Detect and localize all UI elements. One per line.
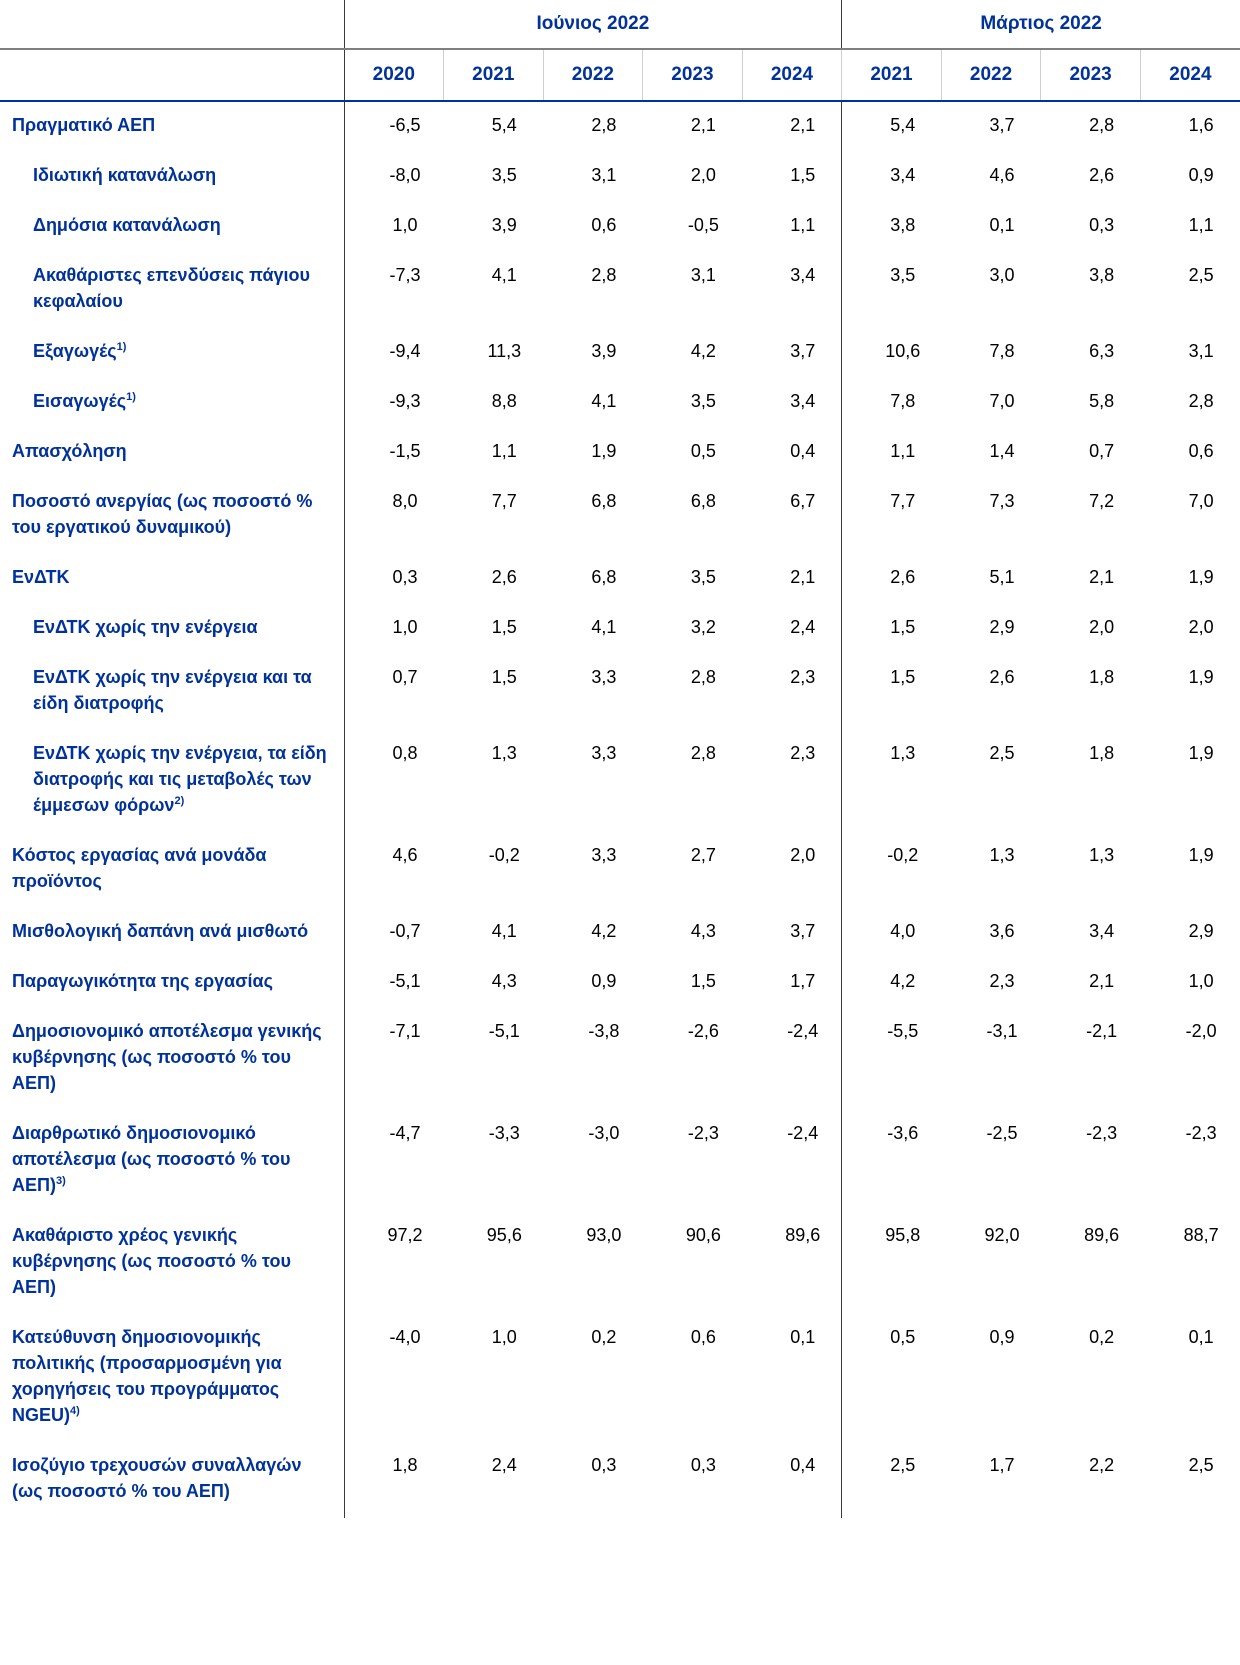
- value-cell-march: 1,9: [1188, 667, 1214, 687]
- value-cell-march: 1,1: [1188, 215, 1214, 235]
- value-cell-june: 0,3: [344, 554, 444, 604]
- value-cell-march: 95,8: [842, 1212, 942, 1314]
- value-cell-june: 0,3: [591, 1455, 617, 1475]
- value-cell-june: -8,0: [344, 152, 444, 202]
- value-cell-march: 2,0: [1188, 617, 1214, 637]
- value-cell-june: 1,0: [344, 202, 444, 252]
- value-cell-june: 95,6: [486, 1225, 522, 1245]
- value-cell-june: 2,8: [591, 265, 617, 285]
- value-cell-june: 1,7: [790, 971, 816, 991]
- year-header: 2024: [1140, 49, 1240, 101]
- year-header: 2022: [543, 49, 643, 101]
- value-cell-march: -2,3: [1086, 1123, 1118, 1143]
- value-cell-march: -0,2: [842, 832, 942, 908]
- row-label-cell: [0, 428, 344, 478]
- value-cell-march: 0,9: [1188, 165, 1214, 185]
- value-cell-june: 97,2: [344, 1212, 444, 1314]
- value-cell-june: 1,3: [491, 743, 517, 763]
- value-cell-june: -5,1: [344, 958, 444, 1008]
- value-cell-march: 6,3: [1089, 341, 1115, 361]
- value-cell-june: 2,8: [591, 115, 617, 135]
- value-cell-march: 0,1: [1188, 1327, 1214, 1347]
- value-cell-june: -7,3: [344, 252, 444, 328]
- row-label-cell: [0, 1314, 344, 1442]
- row-label-cell: [0, 1442, 344, 1518]
- row-label: Ακαθάριστες επενδύσεις πάγιου κεφαλαίου: [33, 265, 311, 311]
- row-label: Διαρθρωτικό δημοσιονομικό αποτέλεσμα (ως ποσοστό % του ΑΕΠ): [12, 1123, 291, 1195]
- table-row: [0, 1212, 1240, 1314]
- table-row: [0, 958, 1240, 1008]
- year-header: 2021: [842, 49, 942, 101]
- value-cell-june: 2,1: [790, 115, 816, 135]
- table-row: [0, 152, 1240, 202]
- value-cell-march: -3,6: [842, 1110, 942, 1212]
- value-cell-march: 2,6: [842, 554, 942, 604]
- value-cell-march: 3,4: [1089, 921, 1115, 941]
- value-cell-march: 5,8: [1089, 391, 1115, 411]
- row-label-cell: [0, 1110, 344, 1212]
- row-label: ΕνΔΤΚ χωρίς την ενέργεια, τα είδη διατροφής και τις μεταβολές των έμμεσων φόρων: [33, 743, 327, 815]
- value-cell-june: 0,4: [790, 441, 816, 461]
- value-cell-june: 4,1: [491, 265, 517, 285]
- row-label: Παραγωγικότητα της εργασίας: [12, 971, 273, 991]
- value-cell-june: 3,9: [491, 215, 517, 235]
- row-label: ΕνΔΤΚ: [12, 567, 70, 587]
- value-cell-june: 2,8: [690, 667, 716, 687]
- value-cell-june: 6,8: [591, 491, 617, 511]
- value-cell-march: 2,9: [1188, 921, 1214, 941]
- value-cell-march: 3,6: [989, 921, 1015, 941]
- value-cell-june: 4,2: [690, 341, 716, 361]
- year-header: 2022: [941, 49, 1041, 101]
- value-cell-march: 2,6: [989, 667, 1015, 687]
- table-row: [0, 428, 1240, 478]
- table-row: [0, 101, 1240, 152]
- table-row: [0, 554, 1240, 604]
- table-row: [0, 604, 1240, 654]
- row-label-cell: [0, 1008, 344, 1110]
- table-row: [0, 1110, 1240, 1212]
- row-label-cell: [0, 478, 344, 554]
- value-cell-june: 6,8: [690, 491, 716, 511]
- value-cell-june: 1,5: [491, 667, 517, 687]
- value-cell-march: 0,6: [1188, 441, 1214, 461]
- value-cell-june: -0,7: [344, 908, 444, 958]
- value-cell-june: 3,5: [690, 567, 716, 587]
- row-label: Απασχόληση: [12, 441, 127, 461]
- value-cell-march: 2,5: [842, 1442, 942, 1518]
- row-label: Ακαθάριστο χρέος γενικής κυβέρνησης (ως ποσοστό % του ΑΕΠ): [12, 1225, 291, 1297]
- value-cell-march: 7,7: [842, 478, 942, 554]
- value-cell-march: 7,2: [1089, 491, 1115, 511]
- row-label: Δημόσια κατανάλωση: [33, 215, 221, 235]
- value-cell-june: -4,0: [344, 1314, 444, 1442]
- value-cell-june: 7,7: [491, 491, 517, 511]
- value-cell-march: 0,2: [1089, 1327, 1115, 1347]
- row-label-cell: [0, 152, 344, 202]
- value-cell-march: 2,2: [1089, 1455, 1115, 1475]
- value-cell-march: 1,7: [989, 1455, 1015, 1475]
- value-cell-march: 89,6: [1084, 1225, 1120, 1245]
- value-cell-june: 89,6: [785, 1225, 821, 1245]
- value-cell-june: 0,2: [591, 1327, 617, 1347]
- value-cell-june: 4,3: [690, 921, 716, 941]
- value-cell-march: -2,1: [1086, 1021, 1118, 1041]
- value-cell-march: 3,0: [989, 265, 1015, 285]
- value-cell-june: 2,7: [690, 845, 716, 865]
- value-cell-march: 0,3: [1089, 215, 1115, 235]
- value-cell-march: 1,5: [842, 604, 942, 654]
- value-cell-june: 0,1: [790, 1327, 816, 1347]
- value-cell-march: 0,1: [989, 215, 1015, 235]
- value-cell-march: 2,5: [989, 743, 1015, 763]
- year-header-row: [0, 49, 1240, 101]
- value-cell-march: 3,4: [842, 152, 942, 202]
- table-row: [0, 832, 1240, 908]
- value-cell-june: 4,1: [491, 921, 517, 941]
- row-label: Δημοσιονομικό αποτέλεσμα γενικής κυβέρνησης (ως ποσοστό % του ΑΕΠ): [12, 1021, 322, 1093]
- value-cell-march: 3,1: [1188, 341, 1214, 361]
- value-cell-march: 7,8: [842, 378, 942, 428]
- table-body: [0, 101, 1240, 1518]
- value-cell-june: 0,6: [591, 215, 617, 235]
- value-cell-june: 2,1: [790, 567, 816, 587]
- value-cell-june: 11,3: [487, 341, 522, 361]
- value-cell-march: 2,9: [989, 617, 1015, 637]
- row-label: Εξαγωγές: [33, 341, 117, 361]
- value-cell-june: 3,9: [591, 341, 617, 361]
- value-cell-march: 7,3: [989, 491, 1015, 511]
- row-label: Εισαγωγές: [33, 391, 127, 411]
- table-row: [0, 1008, 1240, 1110]
- value-cell-june: -2,4: [787, 1021, 819, 1041]
- value-cell-june: 1,5: [690, 971, 716, 991]
- value-cell-june: 2,1: [690, 115, 716, 135]
- value-cell-june: 0,7: [344, 654, 444, 730]
- group-header-march: Μάρτιος 2022: [842, 0, 1240, 49]
- value-cell-june: 3,1: [690, 265, 716, 285]
- value-cell-june: 5,4: [491, 115, 517, 135]
- value-cell-march: 7,0: [1188, 491, 1214, 511]
- value-cell-june: 3,7: [790, 921, 816, 941]
- value-cell-march: -2,3: [1185, 1123, 1217, 1143]
- row-label-cell: [0, 101, 344, 152]
- value-cell-june: -0,2: [488, 845, 520, 865]
- value-cell-march: 0,9: [989, 1327, 1015, 1347]
- value-cell-june: -3,0: [588, 1123, 620, 1143]
- footnote-marker: 1): [126, 391, 136, 403]
- value-cell-june: 8,8: [491, 391, 517, 411]
- year-header: 2023: [643, 49, 743, 101]
- value-cell-june: 0,3: [690, 1455, 716, 1475]
- value-cell-june: 3,3: [591, 667, 617, 687]
- row-label-cell: [0, 378, 344, 428]
- value-cell-june: -3,8: [588, 1021, 620, 1041]
- value-cell-june: 3,4: [790, 391, 816, 411]
- value-cell-june: 2,3: [790, 743, 816, 763]
- value-cell-june: -9,4: [344, 328, 444, 378]
- value-cell-march: 1,1: [842, 428, 942, 478]
- table-row: [0, 202, 1240, 252]
- value-cell-june: -2,4: [787, 1123, 819, 1143]
- value-cell-march: 10,6: [842, 328, 942, 378]
- row-label: ΕνΔΤΚ χωρίς την ενέργεια και τα είδη διατροφής: [33, 667, 312, 713]
- footnote-marker: 3): [56, 1175, 66, 1187]
- table-row: [0, 730, 1240, 832]
- value-cell-june: 1,9: [591, 441, 617, 461]
- value-cell-march: 1,3: [1089, 845, 1115, 865]
- value-cell-march: 2,1: [1089, 567, 1115, 587]
- value-cell-june: 90,6: [685, 1225, 721, 1245]
- value-cell-june: 3,1: [591, 165, 617, 185]
- value-cell-march: 2,0: [1089, 617, 1115, 637]
- value-cell-june: 2,3: [790, 667, 816, 687]
- table-row: [0, 252, 1240, 328]
- table-row: [0, 478, 1240, 554]
- value-cell-june: 2,0: [790, 845, 816, 865]
- value-cell-june: 4,2: [591, 921, 617, 941]
- value-cell-june: 4,1: [591, 391, 617, 411]
- value-cell-june: -2,6: [687, 1021, 719, 1041]
- value-cell-june: 1,0: [491, 1327, 517, 1347]
- value-cell-june: -9,3: [344, 378, 444, 428]
- row-label: Κατεύθυνση δημοσιονομικής πολιτικής (προσαρμοσμένη για χορηγήσεις του προγράμματος NGEU): [12, 1327, 282, 1425]
- value-cell-march: 1,6: [1188, 115, 1214, 135]
- value-cell-march: 2,1: [1089, 971, 1115, 991]
- value-cell-june: 0,9: [591, 971, 617, 991]
- value-cell-june: -4,7: [344, 1110, 444, 1212]
- value-cell-june: 3,3: [591, 743, 617, 763]
- row-label: ΕνΔΤΚ χωρίς την ενέργεια: [33, 617, 258, 637]
- value-cell-june: 1,1: [790, 215, 816, 235]
- value-cell-june: 2,6: [491, 567, 517, 587]
- value-cell-march: 92,0: [984, 1225, 1020, 1245]
- value-cell-march: 1,8: [1089, 667, 1115, 687]
- value-cell-june: -2,3: [687, 1123, 719, 1143]
- year-header: 2024: [742, 49, 842, 101]
- value-cell-march: 1,5: [842, 654, 942, 730]
- value-cell-march: 4,6: [989, 165, 1015, 185]
- row-label-cell: [0, 654, 344, 730]
- year-header: 2023: [1041, 49, 1141, 101]
- row-label-cell: [0, 832, 344, 908]
- table-row: [0, 1314, 1240, 1442]
- value-cell-june: 2,4: [790, 617, 816, 637]
- value-cell-march: -3,1: [986, 1021, 1018, 1041]
- value-cell-june: 3,5: [491, 165, 517, 185]
- row-label: Ποσοστό ανεργίας (ως ποσοστό % του εργατικού δυναμικού): [12, 491, 313, 537]
- row-label: Κόστος εργασίας ανά μονάδα προϊόντος: [12, 845, 267, 891]
- row-label-cell: [0, 252, 344, 328]
- value-cell-march: 2,8: [1188, 391, 1214, 411]
- year-header: 2020: [344, 49, 444, 101]
- value-cell-march: 1,9: [1188, 567, 1214, 587]
- value-cell-march: 2,5: [1188, 265, 1214, 285]
- value-cell-june: -0,5: [687, 215, 719, 235]
- value-cell-march: 3,5: [842, 252, 942, 328]
- row-label: Ισοζύγιο τρεχουσών συναλλαγών (ως ποσοστό % του ΑΕΠ): [12, 1455, 302, 1501]
- value-cell-june: -3,3: [488, 1123, 520, 1143]
- value-cell-june: -5,1: [488, 1021, 520, 1041]
- table-row: [0, 328, 1240, 378]
- value-cell-june: 3,2: [690, 617, 716, 637]
- value-cell-june: -6,5: [344, 101, 444, 152]
- value-cell-march: -5,5: [842, 1008, 942, 1110]
- value-cell-june: 1,8: [344, 1442, 444, 1518]
- value-cell-march: 3,7: [989, 115, 1015, 135]
- table-row: [0, 908, 1240, 958]
- value-cell-march: 0,5: [842, 1314, 942, 1442]
- footnote-marker: 1): [116, 341, 127, 353]
- value-cell-june: 2,8: [690, 743, 716, 763]
- row-label-cell: [0, 730, 344, 832]
- value-cell-march: 5,1: [989, 567, 1015, 587]
- value-cell-march: 2,6: [1089, 165, 1115, 185]
- corner-cell: [0, 49, 344, 101]
- value-cell-june: 1,5: [790, 165, 816, 185]
- corner-cell: [0, 0, 344, 49]
- value-cell-march: 1,3: [842, 730, 942, 832]
- value-cell-june: -7,1: [344, 1008, 444, 1110]
- value-cell-march: -2,0: [1185, 1021, 1217, 1041]
- row-label-cell: [0, 958, 344, 1008]
- value-cell-june: 0,4: [790, 1455, 816, 1475]
- value-cell-june: 8,0: [344, 478, 444, 554]
- value-cell-march: 88,7: [1183, 1225, 1219, 1245]
- footnote-marker: 4): [70, 1405, 80, 1417]
- value-cell-june: 0,8: [344, 730, 444, 832]
- table-row: [0, 378, 1240, 428]
- value-cell-june: 4,1: [591, 617, 617, 637]
- table-row: [0, 1442, 1240, 1518]
- value-cell-march: 1,3: [989, 845, 1015, 865]
- value-cell-march: 3,8: [1089, 265, 1115, 285]
- table-row: [0, 654, 1240, 730]
- value-cell-june: 1,5: [491, 617, 517, 637]
- value-cell-march: 1,9: [1188, 845, 1214, 865]
- value-cell-june: 2,4: [491, 1455, 517, 1475]
- value-cell-march: 2,3: [989, 971, 1015, 991]
- value-cell-june: 3,5: [690, 391, 716, 411]
- row-label: Πραγματικό ΑΕΠ: [12, 115, 156, 135]
- value-cell-march: 1,4: [989, 441, 1015, 461]
- group-header-june: Ιούνιος 2022: [344, 0, 842, 49]
- value-cell-march: 5,4: [842, 101, 942, 152]
- value-cell-june: 3,3: [591, 845, 617, 865]
- value-cell-june: 1,0: [344, 604, 444, 654]
- value-cell-june: 0,6: [690, 1327, 716, 1347]
- row-label: Μισθολογική δαπάνη ανά μισθωτό: [12, 921, 309, 941]
- row-label-cell: [0, 202, 344, 252]
- group-header-row: [0, 0, 1240, 49]
- value-cell-march: 0,7: [1089, 441, 1115, 461]
- value-cell-march: 3,8: [842, 202, 942, 252]
- value-cell-june: 3,7: [790, 341, 816, 361]
- year-header: 2021: [444, 49, 544, 101]
- value-cell-march: -2,5: [986, 1123, 1018, 1143]
- row-label-cell: [0, 604, 344, 654]
- footnote-marker: 2): [174, 795, 185, 807]
- value-cell-march: 7,8: [989, 341, 1015, 361]
- value-cell-june: -1,5: [344, 428, 444, 478]
- value-cell-june: 4,6: [344, 832, 444, 908]
- row-label: Ιδιωτική κατανάλωση: [33, 165, 217, 185]
- row-label-cell: [0, 554, 344, 604]
- value-cell-march: 2,8: [1089, 115, 1115, 135]
- value-cell-june: 6,7: [790, 491, 816, 511]
- row-label-cell: [0, 908, 344, 958]
- value-cell-march: 1,0: [1188, 971, 1214, 991]
- value-cell-march: 4,0: [842, 908, 942, 958]
- value-cell-march: 7,0: [989, 391, 1015, 411]
- value-cell-june: 0,5: [690, 441, 716, 461]
- row-label-cell: [0, 1212, 344, 1314]
- value-cell-june: 6,8: [591, 567, 617, 587]
- value-cell-march: 4,2: [842, 958, 942, 1008]
- row-label-cell: [0, 328, 344, 378]
- value-cell-june: 93,0: [586, 1225, 622, 1245]
- value-cell-june: 2,0: [690, 165, 716, 185]
- value-cell-march: 1,8: [1089, 743, 1115, 763]
- value-cell-june: 4,3: [491, 971, 517, 991]
- value-cell-march: 1,9: [1188, 743, 1214, 763]
- value-cell-june: 1,1: [491, 441, 517, 461]
- value-cell-march: 2,5: [1188, 1455, 1214, 1475]
- value-cell-june: 3,4: [790, 265, 816, 285]
